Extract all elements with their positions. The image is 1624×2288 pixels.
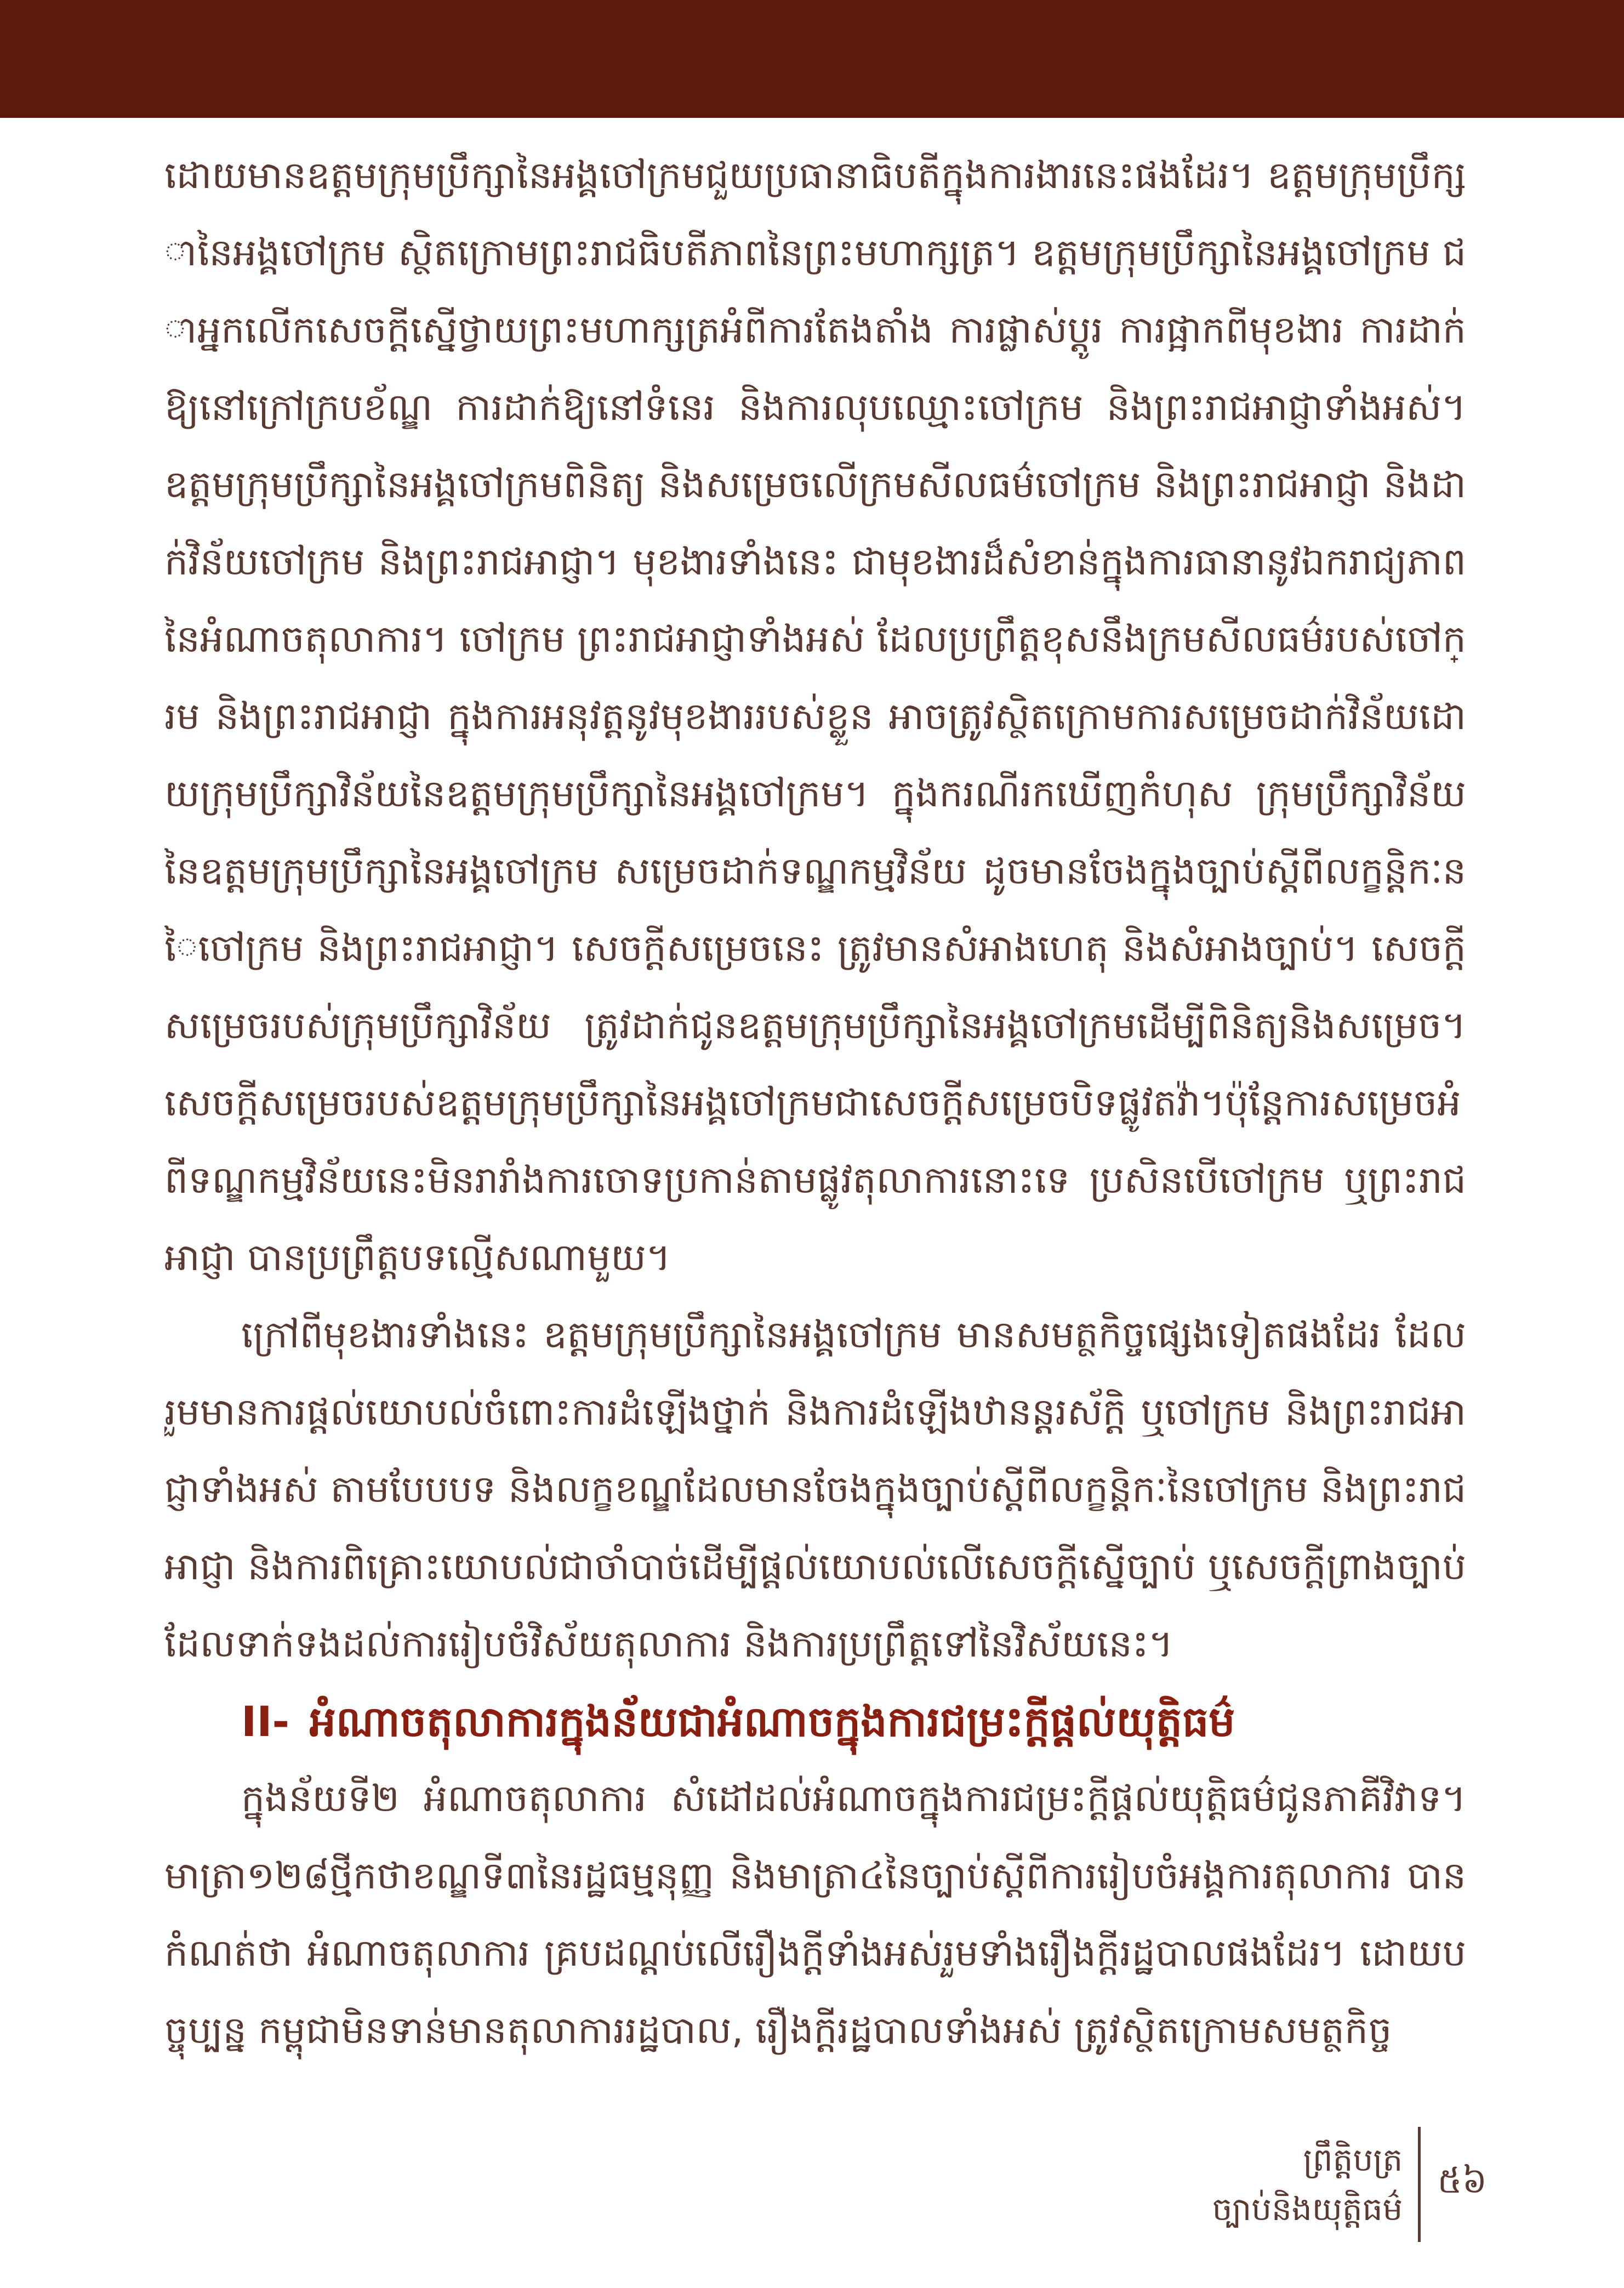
page-body xyxy=(164,137,1466,2110)
section-heading xyxy=(164,1683,1466,1760)
footer-title-line-2: ច្បាប់និងយុត្តិធម៌ xyxy=(1212,2190,1403,2228)
footer-publication-title xyxy=(1212,2127,1418,2242)
footer-title-line-1: ព្រឹត្តិបត្រ xyxy=(1303,2141,1403,2178)
body-paragraph-2: ក្រៅពីមុខងារទាំងនេះ ឧត្តមក្រុមប្រឹក្សានៃអង្គចៅក្រម មានសមត្ថកិច្ចផ្សេងទៀតផងដែរ ដែលរួមមានការផ្តល់យោបល់ចំពោះការដំឡើងថ្នាក់ និងការដំឡើងឋានន្តរស័ក្តិ ឬចៅក្រម និងព្រះរាជអាជ្ញាទាំងអស់ តាមបែបបទ និងលក្ខខណ្ឌដែលមានចែងក្នុងច្បាប់ស្តីពីលក្ខន្តិកៈនៃចៅក្រម និងព្រះរាជអាជ្ញា និងការពិគ្រោះយោបល់ជាចាំបាច់ដើម្បីផ្តល់យោបល់លើសេចក្តីស្នើច្បាប់ ឬសេចក្តីព្រាងច្បាប់ដែលទាក់ទងដល់ការរៀបចំវិស័យតុលាការ និងការប្រព្រឹត្តទៅនៃវិស័យនេះ។ xyxy=(164,1313,1466,1666)
body-paragraph-3: ក្នុងន័យទី២ អំណាចតុលាការ សំដៅដល់អំណាចក្នុងការជម្រះក្តីផ្តល់យុត្តិធម៌ជូនភាគីវិវាទ។ មាត្រា១២៨ថ្មីកថាខណ្ឌទី៣នៃរដ្ឋធម្មនុញ្ញ និងមាត្រា៤នៃច្បាប់ស្តីពីការរៀបចំអង្គការតុលាការ បានកំណត់ថា អំណាចតុលាការ គ្របដណ្តប់លើរឿងក្តីទាំងអស់រួមទាំងរឿងក្តីរដ្ឋបាលផងដែរ។ ដោយបច្ចុប្បន្ន កម្ពុជាមិនទាន់មានតុលាការរដ្ឋបាល, រឿងក្តីរដ្ឋបាលទាំងអស់ ត្រូវស្ថិតក្រោមសមត្ថកិច្ច xyxy=(164,1777,1466,2052)
page-footer xyxy=(1212,2127,1487,2242)
section-number: II- xyxy=(241,1697,290,1746)
page-number: ៥៦ xyxy=(1437,2161,1487,2201)
body-paragraph-1: ដោយមានឧត្តមក្រុមប្រឹក្សានៃអង្គចៅក្រមជួយប្រធានាធិបតីក្នុងការងារនេះផងដែរ។ ឧត្តមក្រុមប្រឹក្សានៃអង្គចៅក្រម ស្ថិតក្រោមព្រះរាជធិបតីភាពនៃព្រះមហាក្សត្រ។ ឧត្តមក្រុមប្រឹក្សានៃអង្គចៅក្រម ជាអ្នកលើកសេចក្តីស្នើថ្វាយព្រះមហាក្សត្រអំពីការតែងតាំង ការផ្លាស់ប្តូរ ការផ្អាកពីមុខងារ ការដាក់ឱ្យនៅក្រៅក្របខ័ណ្ឌ ការដាក់ឱ្យនៅទំនេរ និងការលុបឈ្មោះចៅក្រម និងព្រះរាជអាជ្ញាទាំងអស់។ ឧត្តមក្រុមប្រឹក្សានៃអង្គចៅក្រមពិនិត្យ និងសម្រេចលើក្រមសីលធម៌ចៅក្រម និងព្រះរាជអាជ្ញា និងដាក់វិន័យចៅក្រម និងព្រះរាជអាជ្ញា។ មុខងារទាំងនេះ ជាមុខងារដ៏សំខាន់ក្នុងការធានានូវឯករាជ្យភាពនៃអំណាចតុលាការ។ ចៅក្រម ព្រះរាជអាជ្ញាទាំងអស់ ដែលប្រព្រឹត្តខុសនឹងក្រមសីលធម៌របស់ចៅក្រម និងព្រះរាជអាជ្ញា ក្នុងការអនុវត្តនូវមុខងាររបស់ខ្លួន អាចត្រូវស្ថិតក្រោមការសម្រេចដាក់វិន័យដោយក្រុមប្រឹក្សាវិន័យនៃឧត្តមក្រុមប្រឹក្សានៃអង្គចៅក្រម។ ក្នុងករណីរកឃើញកំហុស ក្រុមប្រឹក្សាវិន័យនៃឧត្តមក្រុមប្រឹក្សានៃអង្គចៅក្រម សម្រេចដាក់ទណ្ឌកម្មវិន័យ ដូចមានចែងក្នុងច្បាប់ស្តីពីលក្ខន្តិកៈនៃចៅក្រម និងព្រះរាជអាជ្ញា។ សេចក្តីសម្រេចនេះ ត្រូវមានសំអាងហេតុ និងសំអាងច្បាប់។ សេចក្តីសម្រេចរបស់ក្រុមប្រឹក្សាវិន័យ ត្រូវដាក់ជូនឧត្តមក្រុមប្រឹក្សានៃអង្គចៅក្រមដើម្បីពិនិត្យនិងសម្រេច។សេចក្តីសម្រេចរបស់ឧត្តមក្រុមប្រឹក្សានៃអង្គចៅក្រមជាសេចក្តីសម្រេចបិទផ្លូវតវ៉ា។ប៉ុន្តែការសម្រេចអំពីទណ្ឌកម្មវិន័យនេះមិនរារាំងការចោទប្រកាន់តាមផ្លូវតុលាការនោះទេ ប្រសិនបើចៅក្រម ឬព្រះរាជអាជ្ញា បានប្រព្រឹត្តបទល្មើសណាមួយ។ xyxy=(164,154,1466,1279)
top-color-band xyxy=(0,0,1624,118)
section-title: អំណាចតុលាការក្នុងន័យជាអំណាចក្នុងការជម្រះក្តីផ្តល់យុត្តិធម៌ xyxy=(309,1697,1235,1746)
